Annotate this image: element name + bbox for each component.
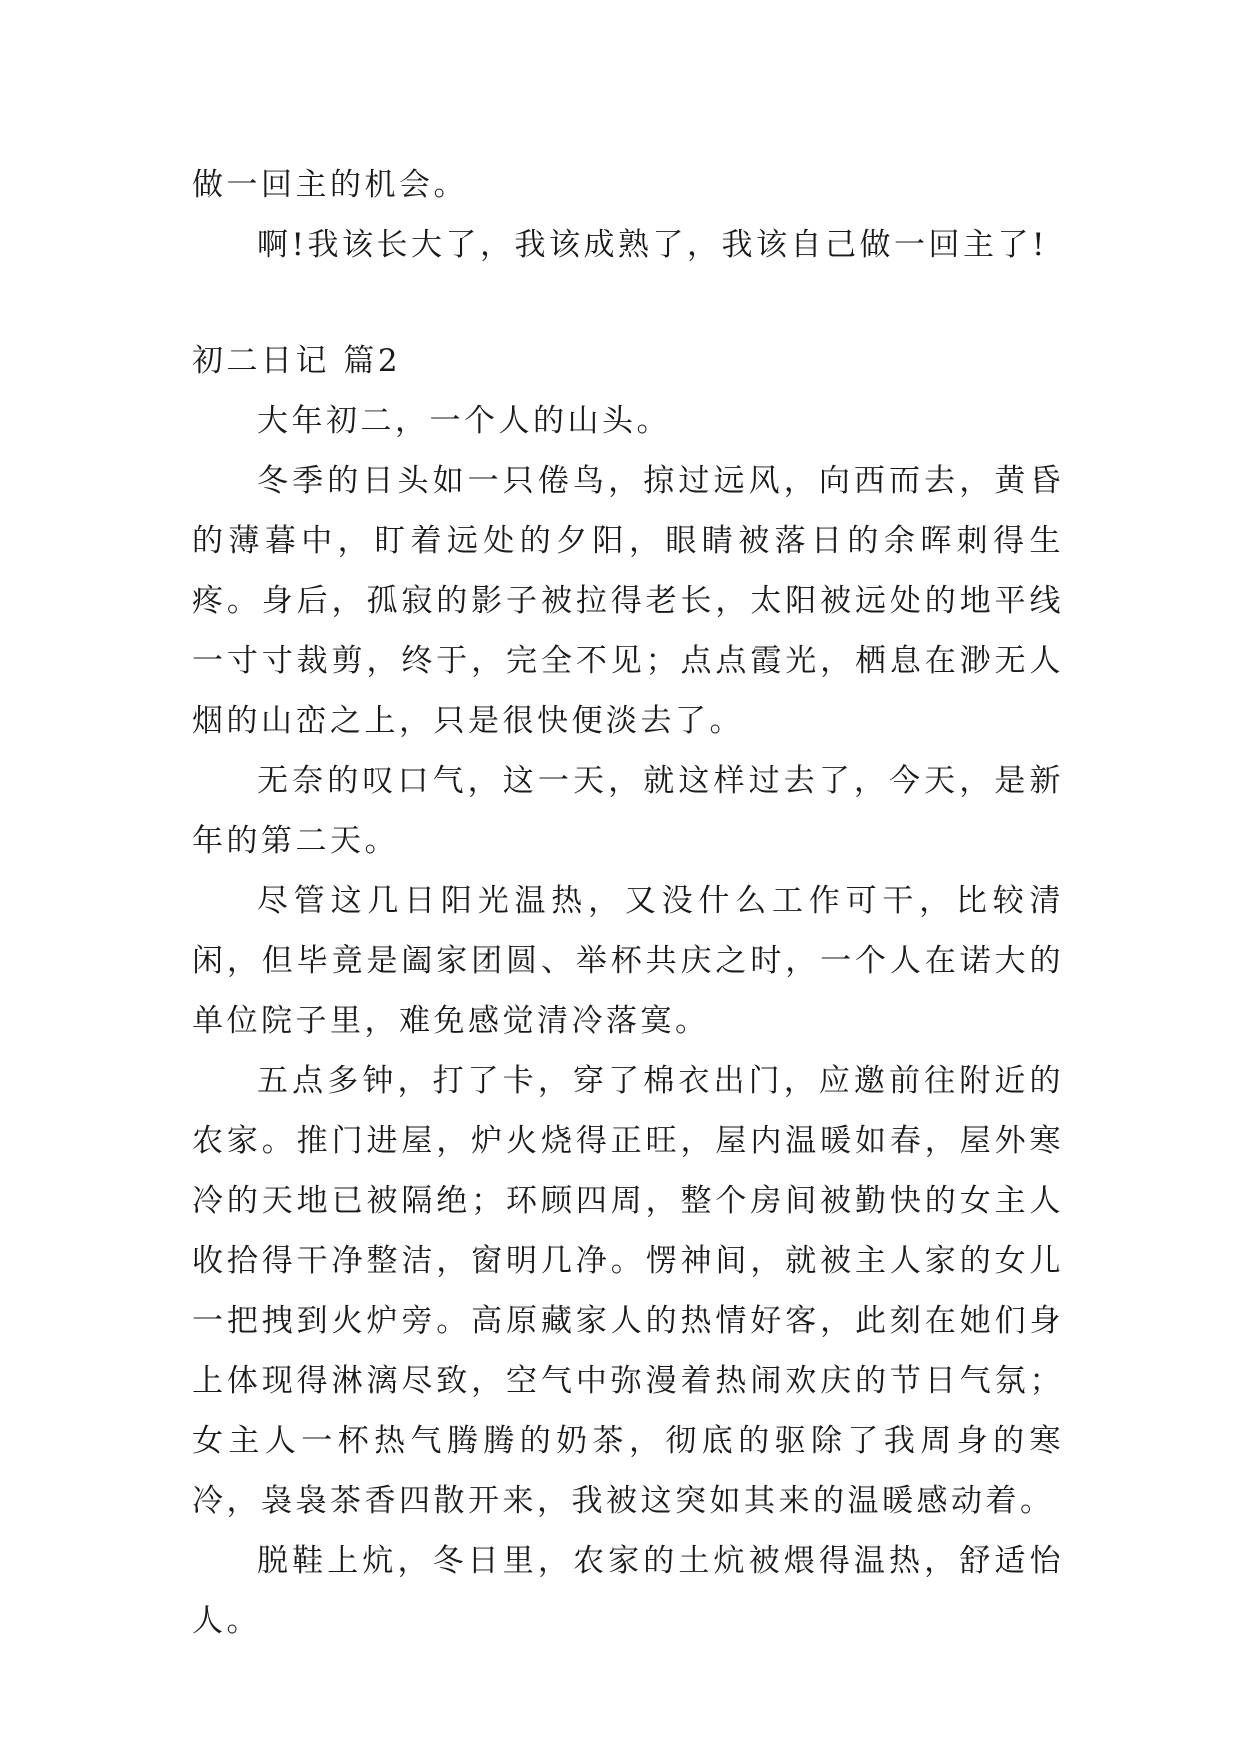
paragraph-5: 五点多钟，打了卡，穿了棉衣出门，应邀前往附近的农家。推门进屋，炉火烧得正旺，屋内温暖如春，屋外寒冷的天地已被隔绝；环顾四周，整个房间被勤快的女主人收拾得干净整洁，窗明几净。愣神间，就被主人家的女儿一把拽到火炉旁。高原藏家人的热情好客，此刻在她们身上体现得淋漓尽致，空气中弥漫着热闹欢庆的节日气氛；女主人一杯热气腾腾的奶茶，彻底的驱除了我周身的寒冷，袅袅茶香四散开来，我被这突如其来的温暖感动着。	[192, 1063, 1064, 1519]
paragraph-continuation: 做一回主的机会。	[192, 167, 468, 203]
paragraph-1: 大年初二，一个人的山头。	[257, 403, 671, 439]
paragraph-3: 无奈的叹口气，这一天，就这样过去了，今天，是新年的第二天。	[192, 763, 1064, 859]
document-body	[192, 155, 1064, 1651]
paragraph-4: 尽管这几日阳光温热，又没什么工作可干，比较清闲，但毕竟是阖家团圆、举杯共庆之时，一个人在诺大的单位院子里，难免感觉清冷落寞。	[192, 883, 1064, 1039]
paragraph-6: 脱鞋上炕，冬日里，农家的土炕被煨得温热，舒适怡人。	[192, 1543, 1064, 1639]
paragraph-2: 冬季的日头如一只倦鸟，掠过远风，向西而去，黄昏的薄暮中，盯着远处的夕阳，眼睛被落日的余晖刺得生疼。身后，孤寂的影子被拉得老长，太阳被远处的地平线一寸寸裁剪，终于，完全不见；点点霞光，栖息在渺无人烟的山峦之上，只是很快便淡去了。	[192, 463, 1064, 739]
section-heading: 初二日记 篇2	[192, 343, 402, 379]
paragraph-exclamation: 啊!我该长大了，我该成熟了，我该自己做一回主了!	[257, 227, 1048, 263]
